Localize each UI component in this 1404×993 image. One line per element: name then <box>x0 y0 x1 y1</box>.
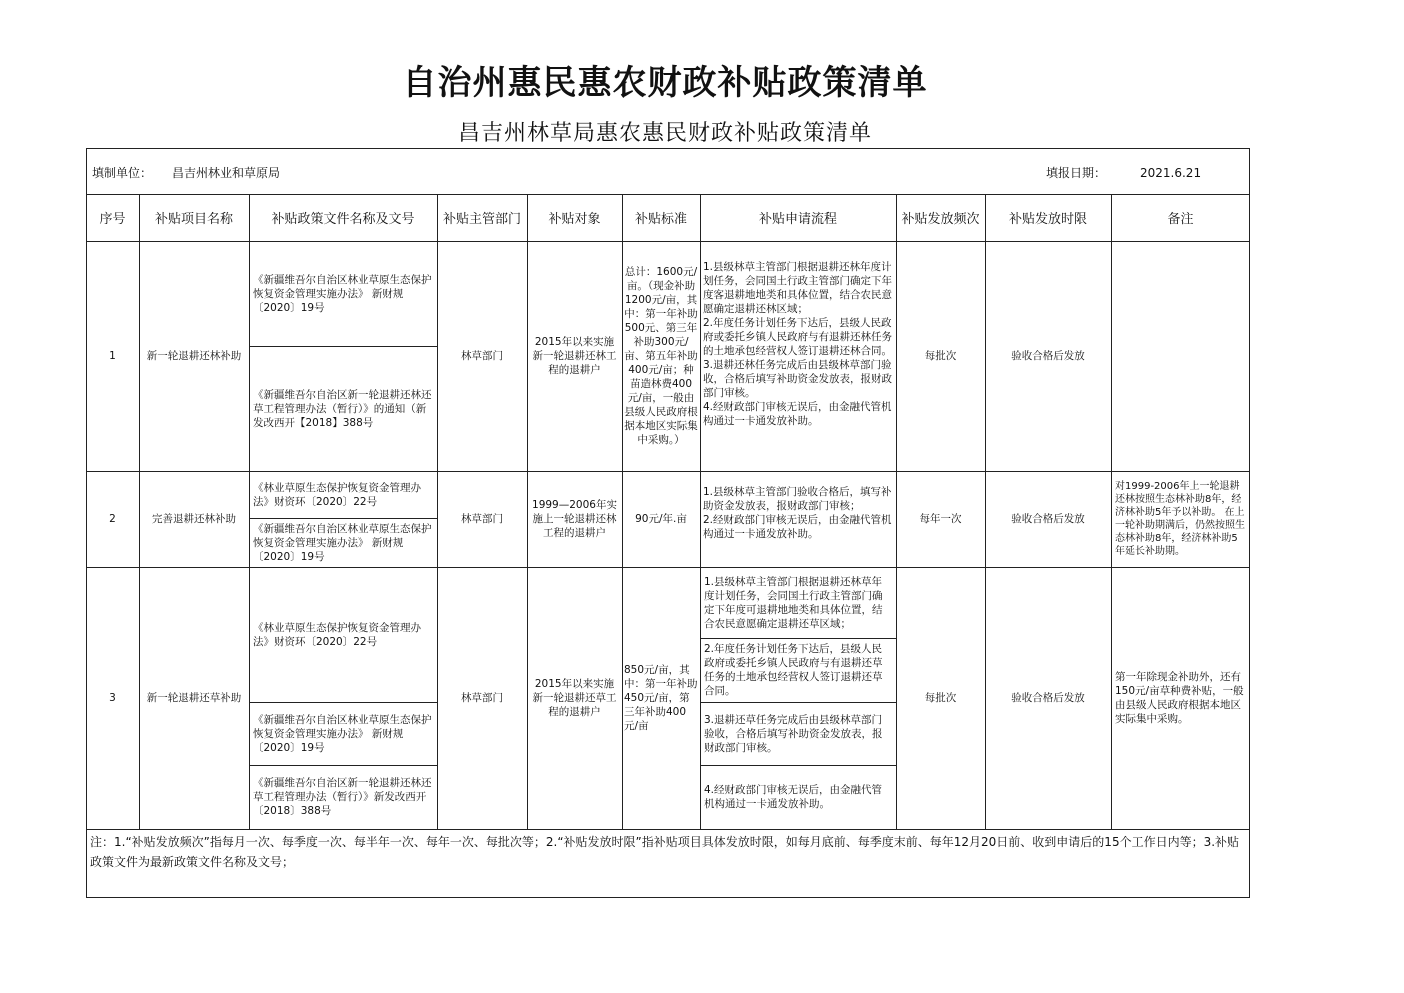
row3-target: 2015年以来实施新一轮退耕还草工程的退耕户 <box>532 678 617 718</box>
page-subtitle: 昌吉州林草局惠农惠民财政补贴政策清单 <box>457 121 872 146</box>
footnote: 注：1.“补贴发放频次”指每月一次、每季度一次、每半年一次、每年一次、每批次等；2.“补贴发放时限”指补贴项目具体发放时限，如每月底前、每季度末前、每年12月20日前、收到申请后的15个工作日内等；3.补贴政策文件为最新政策文件名称及文号； <box>90 835 1240 869</box>
row1-target: 2015年以来实施新一轮退耕还林工程的退耕户 <box>532 336 617 376</box>
row2-doc2: 《新疆维吾尔自治区林业草原生态保护恢复资金管理实施办法》 新财规〔2020〕19号 <box>253 522 432 563</box>
row1-remark <box>1111 241 1250 471</box>
row2-target: 1999—2006年实施上一轮退耕还林工程的退耕户 <box>532 499 617 539</box>
row3-standard: 850元/亩，其中：第一年补助450元/亩，第三年补助400元/亩 <box>624 664 698 732</box>
row2-freq: 每年一次 <box>919 513 962 525</box>
header-no: 序号 <box>99 212 126 227</box>
row3-process-step4: 4.经财政部门审核无误后，由金融代管机构通过一卡通发放补助。 <box>704 784 883 810</box>
unit-label: 填制单位： <box>92 166 153 180</box>
header-standard: 补贴标准 <box>634 212 687 227</box>
row1-limit: 验收合格后发放 <box>1011 350 1085 362</box>
row2-limit: 验收合格后发放 <box>1011 513 1085 525</box>
unit-value: 昌吉州林业和草原局 <box>172 166 281 180</box>
header-name: 补贴项目名称 <box>154 212 233 227</box>
row3-limit: 验收合格后发放 <box>1011 692 1085 704</box>
row1-process: 1.县级林草主管部门根据退耕还林年度计划任务，会同国土行政主管部门确定下年度客退耕地地类和具体位置，结合农民意愿确定退耕还林区域； 2.年度任务计划任务下达后，县级人民政府或委托乡镇人民政府与有退耕还林任务的土地承包经营权人签订退耕还林合同。 3.退耕还林任务完成后由县级林草部门验收，合格后填写补助资金发放表，报财政部门审核。 4.经财政部门审核无误后，由金融代管机构通过一卡通发放补助。 <box>703 261 892 427</box>
row3-doc2: 《新疆维吾尔自治区林业草原生态保护恢复资金管理实施办法》 新财规〔2020〕19号 <box>253 713 432 754</box>
row3-dept: 林草部门 <box>461 692 503 704</box>
row2-process: 1.县级林草主管部门验收合格后，填写补助资金发放表，报财政部门审核； 2.经财政部门审核无误后，由金融代管机构通过一卡通发放补助。 <box>703 486 892 540</box>
row1-freq: 每批次 <box>924 350 957 362</box>
row2-remark: 对1999-2006年上一轮退耕还林按照生态林补助8年，经济林补助5年予以补助。 在上一轮补助期满后，仍然按照生态林补助8年，经济林补助5年延长补助期。 <box>1115 481 1245 557</box>
row3-process-step2: 2.年度任务计划任务下达后，县级人民政府或委托乡镇人民政府与有退耕还草任务的土地承包经营权人签订退耕还草合同。 <box>704 643 883 697</box>
row1-dept: 林草部门 <box>461 350 503 362</box>
row3-no: 3 <box>109 692 116 704</box>
header-target: 补贴对象 <box>548 212 601 227</box>
page-title: 自治州惠民惠农财政补贴政策清单 <box>402 63 928 103</box>
row2-no: 2 <box>109 513 116 525</box>
header-freq: 补贴发放频次 <box>901 212 980 227</box>
header-remark: 备注 <box>1167 212 1194 227</box>
row2-doc1: 《林业草原生态保护恢复资金管理办法》财资环〔2020〕22号 <box>253 481 421 508</box>
header-docs: 补贴政策文件名称及文号 <box>271 212 415 227</box>
row2-dept: 林草部门 <box>461 513 503 525</box>
row3-process-step3: 3.退耕还草任务完成后由县级林草部门验收，合格后填写补助资金发放表，报财政部门审核。 <box>704 713 883 754</box>
row3-doc1: 《林业草原生态保护恢复资金管理办法》财资环〔2020〕22号 <box>253 621 421 648</box>
header-dept: 补贴主管部门 <box>442 212 521 227</box>
date-value: 2021.6.21 <box>1140 166 1202 180</box>
row1-doc1: 《新疆维吾尔自治区林业草原生态保护恢复资金管理实施办法》 新财规〔2020〕19号 <box>253 273 432 314</box>
row3-freq: 每批次 <box>924 692 957 704</box>
row3-process-step1: 1.县级林草主管部门根据退耕还林草年度计划任务，会同国土行政主管部门确定下年度可退耕地地类和具体位置，结合农民意愿确定退耕还草区域； <box>704 575 883 630</box>
row3-remark: 第一年除现金补助外，还有150元/亩草种费补贴，一般由县级人民政府根据本地区实际集中采购。 <box>1115 671 1244 725</box>
header-process: 补贴申请流程 <box>758 212 837 227</box>
row3-doc3: 《新疆维吾尔自治区新一轮退耕还林还草工程管理办法（暂行）》新发改西开〔2018〕388号 <box>253 777 432 817</box>
grid-line <box>86 829 1250 830</box>
row1-no: 1 <box>109 350 116 362</box>
header-limit: 补贴发放时限 <box>1008 212 1087 227</box>
row1-standard: 总计：1600元/亩。（现金补助1200元/亩，其中：第一年补助500元、第三年补助300元/亩、第五年补助400元/亩；种苗造林费400元/亩，一般由县级人民政府根据本地区实际集中采购。） <box>624 266 698 446</box>
row2-name: 完善退耕还林补助 <box>152 513 236 525</box>
row1-doc2: 《新疆维吾尔自治区新一轮退耕还林还草工程管理办法（暂行）》的通知（新发改西开【2018】388号 <box>253 388 432 429</box>
row2-standard: 90元/年.亩 <box>635 513 687 525</box>
row3-name: 新一轮退耕还草补助 <box>146 692 242 704</box>
date-label: 填报日期： <box>1046 166 1107 180</box>
row1-name: 新一轮退耕还林补助 <box>146 350 242 362</box>
